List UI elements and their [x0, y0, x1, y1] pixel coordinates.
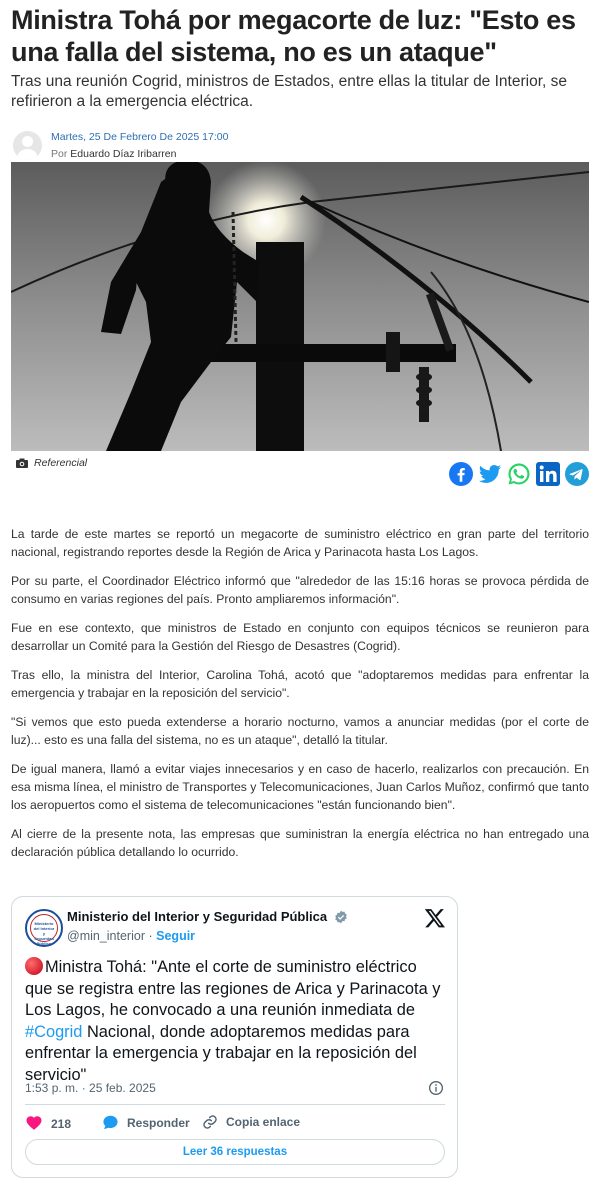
article-paragraph: Tras ello, la ministra del Interior, Carolina Tohá, acotó que "adoptaremos medidas para enfrentar la emergencia y trabajar en la reposición del servicio".: [11, 668, 589, 701]
reply-label: Responder: [127, 1116, 190, 1130]
article-paragraph: Por su parte, el Coordinador Eléctrico informó que "alrededor de las 15:16 horas se provoca pérdida de consumo en varias regiones del país. Pronto ampliaremos información".: [11, 574, 589, 606]
article-paragraph: "Si vemos que esto pueda extenderse a horario nocturno, vamos a anunciar medidas (por el corte de luz)... esto es una falla del sistema, no es un ataque", detalló la titular.: [11, 715, 589, 748]
info-icon[interactable]: [428, 1080, 444, 1096]
tweet-text-after: Nacional, donde adoptaremos medidas para enfrentar la emergencia y trabajar en la reposición del servicio": [25, 1022, 417, 1084]
article-paragraph: Al cierre de la presente nota, las empresas que suministran la energía eléctrica no han entregado una declaración pública detallando lo ocurrido.: [11, 827, 589, 860]
author-avatar-icon: [13, 131, 42, 160]
tweet-handle-row: [67, 929, 195, 943]
linkedin-icon: [536, 462, 560, 486]
copy-link-button[interactable]: [202, 1114, 300, 1130]
article-paragraph: De igual manera, llamó a evitar viajes innecesarios y en caso de hacerlo, realizarlos con precaución. En esa misma línea, el ministro de Transportes y Telecomunicaciones, Juan Carlos Muñoz, confirmó que tanto los aeropuertos como el sistema de telecomunicaciones "están funcionando bien".: [11, 762, 589, 813]
article-photo: [11, 162, 589, 451]
whatsapp-icon: [507, 462, 531, 486]
tweet-timestamp[interactable]: 1:53 p. m. · 25 feb. 2025: [25, 1081, 156, 1095]
author-name[interactable]: Eduardo Díaz Iribarren: [70, 148, 177, 160]
tweet-actions: [25, 1114, 445, 1134]
facebook-share-button[interactable]: [449, 462, 473, 486]
copy-link-label: Copia enlace: [226, 1115, 301, 1129]
article-subhead: Tras una reunión Cogrid, ministros de Estados, entre ellas la titular de Interior, se refirieron a la emergencia eléctrica.: [11, 73, 567, 110]
article-byline: [51, 148, 177, 160]
avatar-seal-text: Ministerio del Interior y Seguridad Pública: [33, 921, 55, 946]
x-logo-icon[interactable]: [424, 907, 446, 929]
like-button[interactable]: [25, 1114, 71, 1132]
hashtag-link[interactable]: #Cogrid: [25, 1022, 83, 1041]
whatsapp-share-button[interactable]: [507, 462, 531, 486]
facebook-icon: [449, 462, 473, 486]
article-meta: [11, 128, 411, 162]
tweet-author-name[interactable]: [67, 909, 348, 924]
twitter-share-button[interactable]: [478, 462, 502, 486]
camera-icon: [16, 458, 28, 468]
tweet-text-before: Ministra Tohá: "Ante el corte de suministro eléctrico que se registra entre las regiones de Arica y Parinacota y Los Lagos, he convocado a una reunión inmediata de: [25, 958, 441, 1019]
verified-badge-icon: [334, 910, 348, 924]
article-paragraph: La tarde de este martes se reportó un megacorte de suministro eléctrico en gran parte del territorio nacional, registrando reportes desde la Región de Arica y Parinacota hasta Los Lagos.: [11, 527, 589, 559]
twitter-icon: [478, 462, 502, 486]
photo-caption: [16, 457, 87, 469]
red-circle-icon: [25, 957, 43, 975]
byline-prefix: Por: [51, 148, 68, 160]
link-icon: [202, 1114, 218, 1130]
reply-button[interactable]: [102, 1114, 190, 1131]
tweet-author-avatar[interactable]: [25, 909, 63, 947]
tweet-author-name-text[interactable]: Ministerio del Interior y Seguridad Pública: [67, 909, 328, 924]
article-body: [11, 526, 589, 873]
article-headline: Ministra Tohá por megacorte de luz: "Esto es una falla del sistema, no es un ataque": [11, 5, 576, 67]
photo-caption-text: Referencial: [34, 457, 88, 469]
follow-button[interactable]: Seguir: [156, 929, 196, 943]
article-date[interactable]: Martes, 25 De Febrero De 2025 17:00: [51, 131, 229, 143]
like-count: 218: [51, 1117, 72, 1131]
tweet-handle[interactable]: @min_interior: [67, 929, 145, 943]
telegram-share-button[interactable]: [565, 462, 589, 486]
read-replies-button[interactable]: Leer 36 respuestas: [25, 1139, 445, 1165]
telegram-icon: [565, 462, 589, 486]
reply-bubble-icon: [102, 1114, 119, 1131]
ministry-seal-icon: [30, 914, 58, 946]
handle-separator: ·: [148, 929, 153, 943]
article-paragraph: Fue en ese contexto, que ministros de Estado en conjunto con equipos técnicos se reunieron para desarrollar un Comité para la Gestión del Riesgo de Desastres (Cogrid).: [11, 621, 589, 653]
tweet-divider: [25, 1104, 445, 1105]
tweet-text: [25, 957, 445, 1086]
linkedin-share-button[interactable]: [536, 462, 560, 486]
heart-icon: [25, 1114, 43, 1132]
embedded-tweet[interactable]: [11, 896, 458, 1178]
